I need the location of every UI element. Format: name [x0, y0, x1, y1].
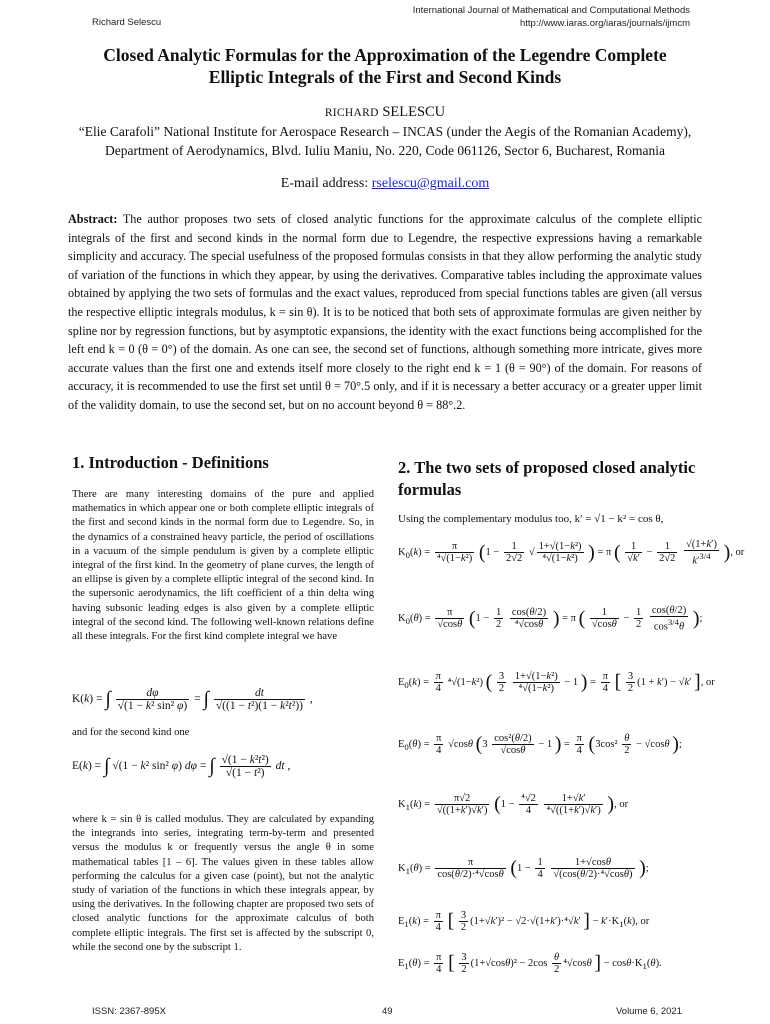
running-header-author: Richard Selescu	[92, 17, 162, 28]
equation-E1-theta: $E_1(\theta)$ = $\frac{\pi}{4}$ [ $\frac{3}{2}$ (1+√cosθ)² − 2cos $\frac{\theta}{2}$ ⁴√cosθ ] − $\cos\theta\cdot K_1(\theta)$.	[398, 952, 662, 975]
abstract: Abstract: The author proposes two sets of closed analytic functions for the approximate calculus of the complete elliptic integrals of the first and second kinds in the normal form due to Legendre, the respective expressions having a remarkable simplicity and accuracy. The special usefulness of the proposed formulas consists in that they allow performing the analytic study of variation of the functions in which they appear, by using the derivatives. Comparative tables including the approximate values obtained by applying the two sets of formulas and the exact values, reproduced from special functions tables are given (all versus the respective elliptic integrals modulus, k = sin θ). It is to be noticed that both sets of approximate formulas are given neither by spline nor by regression functions, but by asymptotic expansions, the identity with the exact functions being accomplished for the left end k = 0 (θ = 0°) of the domain. As one can see, the second set of functions, although something more intricate, gives more accurate values than the first one and extends itself more closely to the right end k = 1 (θ = 90°) of the domain. For reasons of accuracy, it is recommended to use the first set until θ = 70°.5 only, and if it is necessary a better accuracy or a greater upper limit of the validity domain, to use the second set, but on no account beyond θ = 88°.2.	[68, 212, 702, 412]
equation-K0-theta: $K_0(\theta)$ = $\frac{\pi}{√\cos\theta}$ (1 − $\frac{1}{2}$ $\frac{\cos(\theta/2)}{\text{⁴√cosθ}}$ ) = π ( $\frac{1}{√\cos\theta}$ − $\frac{1}{2}$ $\frac{\cos(\theta/2)}{\cos^{3/4}\theta}$ );	[398, 605, 703, 633]
paper-title: Closed Analytic Formulas for the Approximation of the Legendre Complete Elliptic Integrals of the First and Second Kinds	[103, 45, 667, 87]
equation-E-definition: E(k) = ∫ √(1 − k² sin² φ) dφ = ∫ $\frac{\text{√(1 − k²t²)}}{\text{√(1 − t²)}}$ dt ,	[72, 754, 291, 779]
equation-K-definition: K(k) = ∫ $\frac{d\varphi}{\text{√(1 − k² sin² φ)}}$ = ∫ $\frac{dt}{\text{√((1 − t²)(1 − k²t²))}}$ ,	[72, 687, 313, 712]
sec1-paragraph-3: where k = sin θ is called modulus. They are calculated by expanding the integrands into series, integrating term-by-term and presented versus the modulus k or frequently versus the angle θ in some mathematical tables [1 – 6]. The values given in these tables allow performing the calculus for a given case (point), but not the analytic study of variation of the functions in which these integrals appear, by using the derivatives. In the following chapter are proposed two sets of closed analytic functions for the approximate calculus of both complete elliptic integrals. The first set is affected by the subscript 0, while the second one by the subscript 1.	[72, 814, 374, 953]
equation-text-store	[0, 0, 1, 1]
footer-issn: ISSN: 2367-895X	[92, 1006, 166, 1017]
footer-volume: Volume 6, 2021	[615, 1006, 682, 1017]
section-1-heading: 1. Introduction - Definitions	[72, 453, 269, 472]
section-2-heading: 2. The two sets of proposed closed analytic formulas	[398, 458, 696, 499]
journal-name: International Journal of Mathematical and Computational Methods	[412, 5, 690, 16]
equation-E0-k: $E_0(k)$ = $\frac{\pi}{4}$ ⁴√(1−k²) ( $\frac{3}{2}$ $\frac{\text{1+√(1−k²)}}{\text{⁴√(1−k²)}}$ − 1 ) = $\frac{\pi}{4}$ [ $\frac{3}{2}$ (1 + k′) − √k′ ], or	[398, 671, 715, 694]
equation-K1-theta: $K_1(\theta)$ = $\frac{\pi}{\text{cos(θ/2)·⁴√cosθ}}$ (1 − $\frac{1}{4}$ $\frac{1+√\cos\theta}{\text{√(cos(θ/2)·⁴√cosθ)}}$ );	[398, 857, 649, 880]
email-line: E-mail address: rselescu@gmail.com	[280, 176, 490, 191]
email-link[interactable]: rselescu@gmail.com	[371, 176, 490, 191]
running-header-journal	[413, 4, 690, 30]
footer-page-number: 49	[382, 1006, 393, 1017]
equation-K1-k: $K_1(k)$ = $\frac{\pi√2}{√((1+k')√k')}$ (1 − $\frac{\text{⁴√2}}{4}$ $\frac{1+√k'}{\text{⁴√((1+k′)√k′)}}$ ), or	[398, 793, 629, 816]
sec1-paragraph-1: There are many interesting domains of the pure and applied mathematics in which appear one or both complete elliptic integrals of the first and second kinds in the normal form due to Legendre. So, in the dynamics of a constrained heavy particle, the period of oscillations in a vacuum of the simple pendulum is given by a complete elliptic integral of the first kind. In the geometry of plane curves, the length of an ellipse is given by a complete elliptic integral of the second kind. In the supersonic aerodynamics, the lift coefficient of a thin delta wing having subsonic leading edges is also given by a complete elliptic integral of the second kind. The following well-known relations define all these integrals. For the first kind complete integral we have	[72, 489, 374, 643]
sec2-intro: Using the complementary modulus too, k′ = √1 − k² = cos θ,	[398, 513, 664, 525]
equation-E1-k: $E_1(k)$ = $\frac{\pi}{4}$ [ $\frac{3}{2}$ (1+√k′)² − √2·√(1+k′)·⁴√k′ ] − $k'\cdot K_1(k)$, or	[398, 910, 650, 933]
sec1-paragraph-2: and for the second kind one	[72, 727, 190, 738]
equation-K0-k: $K_0(k)$ = $\frac{\pi}{\text{⁴√(1−k²)}}$ (1 − $\frac{1}{2√2}$ √ $\frac{\text{1+√(1−k²)}}{\text{⁴√(1−k²)}}$ ) = π ( $\frac{1}{√k'}$ − $\frac{1}{2√2}$ $\frac{√(1+k')}{k'^{3/4}}$ ), or	[398, 539, 745, 567]
equation-E0-theta: $E_0(\theta)$ = $\frac{\pi}{4}$ √cosθ (3 $\frac{\text{cos²(θ/2)}}{√\cos\theta}$ − 1 ) = $\frac{\pi}{4}$ (3cos² $\frac{\theta}{2}$ − √cosθ );	[398, 733, 682, 756]
author-name: RICHARD SELESCU	[324, 104, 446, 120]
affiliation: “Elie Carafoli” National Institute for Aerospace Research – INCAS (under the Aegis of the Romanian Academy), Department of Aerodynamics, Blvd. Iuliu Maniu, No. 220, Code 061126, Sector 6, Bucharest, Romania	[78, 124, 692, 158]
journal-url[interactable]: http://www.iaras.org/iaras/journals/ijmcm	[520, 18, 690, 29]
